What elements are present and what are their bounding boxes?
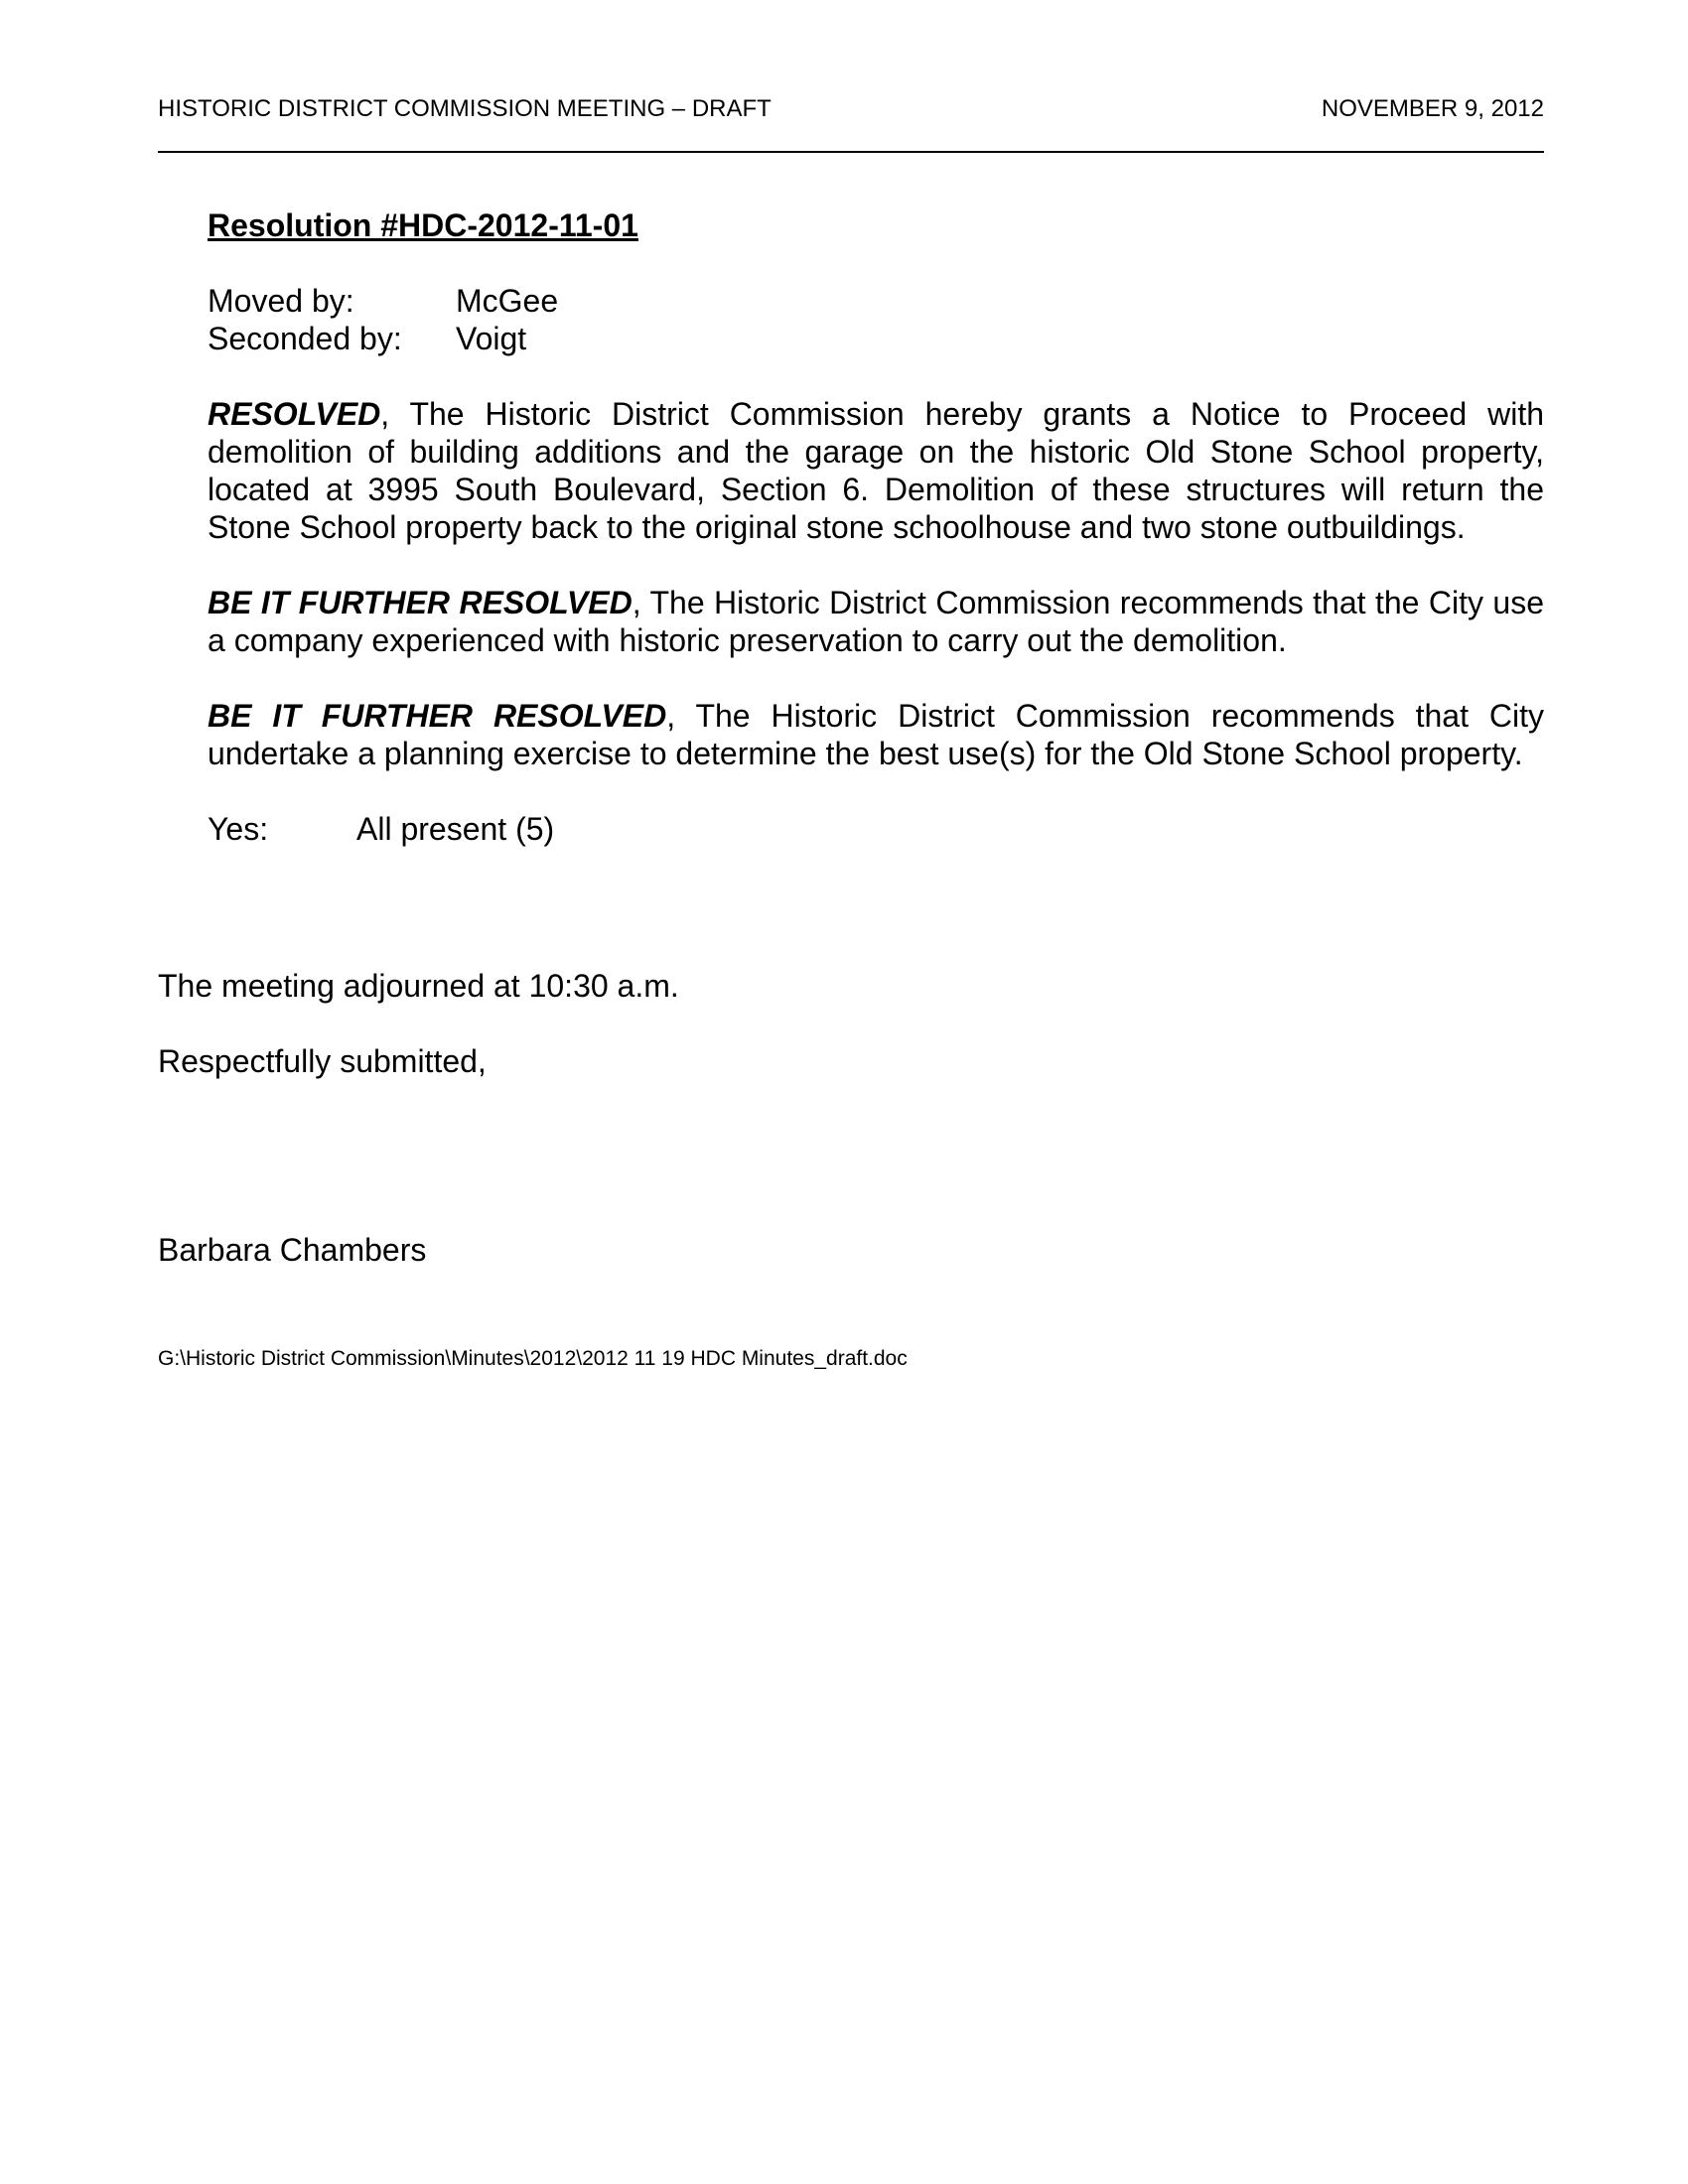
vote-label: Yes: <box>208 811 269 847</box>
moved-by-value: McGee <box>456 283 559 319</box>
signer-name: Barbara Chambers <box>158 1232 427 1268</box>
resolved-paragraph <box>208 395 1544 546</box>
file-path: G:\Historic District Commission\Minutes\2012\2012 11 19 HDC Minutes_draft.doc <box>158 1347 908 1370</box>
further-resolved-paragraph-2 <box>208 697 1544 772</box>
seconded-by-label: Seconded by: <box>208 321 402 356</box>
vote-row <box>208 810 1544 848</box>
header-date: NOVEMBER 9, 2012 <box>1321 95 1544 122</box>
resolution-title: Resolution #HDC-2012-11-01 <box>208 207 638 243</box>
resolved-keyword: RESOLVED <box>208 396 381 432</box>
further-resolved-keyword-2: BE IT FURTHER RESOLVED <box>208 698 667 734</box>
further-resolved-text-1: , The Historic District Commission recommends that the City use a company experienced with historic preservation to carry out the demolition. <box>208 585 1545 658</box>
further-resolved-paragraph-1 <box>208 584 1544 659</box>
seconded-by-row <box>208 320 1544 357</box>
motion-block <box>208 282 1544 357</box>
header-title: HISTORIC DISTRICT COMMISSION MEETING – DRAFT <box>158 95 772 122</box>
adjourned-statement: The meeting adjourned at 10:30 a.m. <box>158 968 679 1004</box>
seconded-by-value: Voigt <box>456 321 527 356</box>
vote-value: All present (5) <box>356 811 555 847</box>
moved-by-label: Moved by: <box>208 283 354 319</box>
moved-by-row <box>208 282 1544 320</box>
further-resolved-keyword-1: BE IT FURTHER RESOLVED <box>208 585 633 620</box>
page-header <box>158 95 1544 153</box>
resolution-block <box>208 206 1544 848</box>
further-resolved-text-2: , The Historic District Commission recommends that City undertake a planning exercise to determine the best use(s) for the Old Stone School property. <box>208 698 1545 771</box>
submitted-statement: Respectfully submitted, <box>158 1043 487 1079</box>
resolved-text: , The Historic District Commission hereby grants a Notice to Proceed with demolition of building additions and the garage on the historic Old Stone School property, located at 3995 South Boulevard, Section 6. Demolition of these structures will return the Stone School property back to the original stone schoolhouse and two stone outbuildings. <box>208 396 1544 545</box>
